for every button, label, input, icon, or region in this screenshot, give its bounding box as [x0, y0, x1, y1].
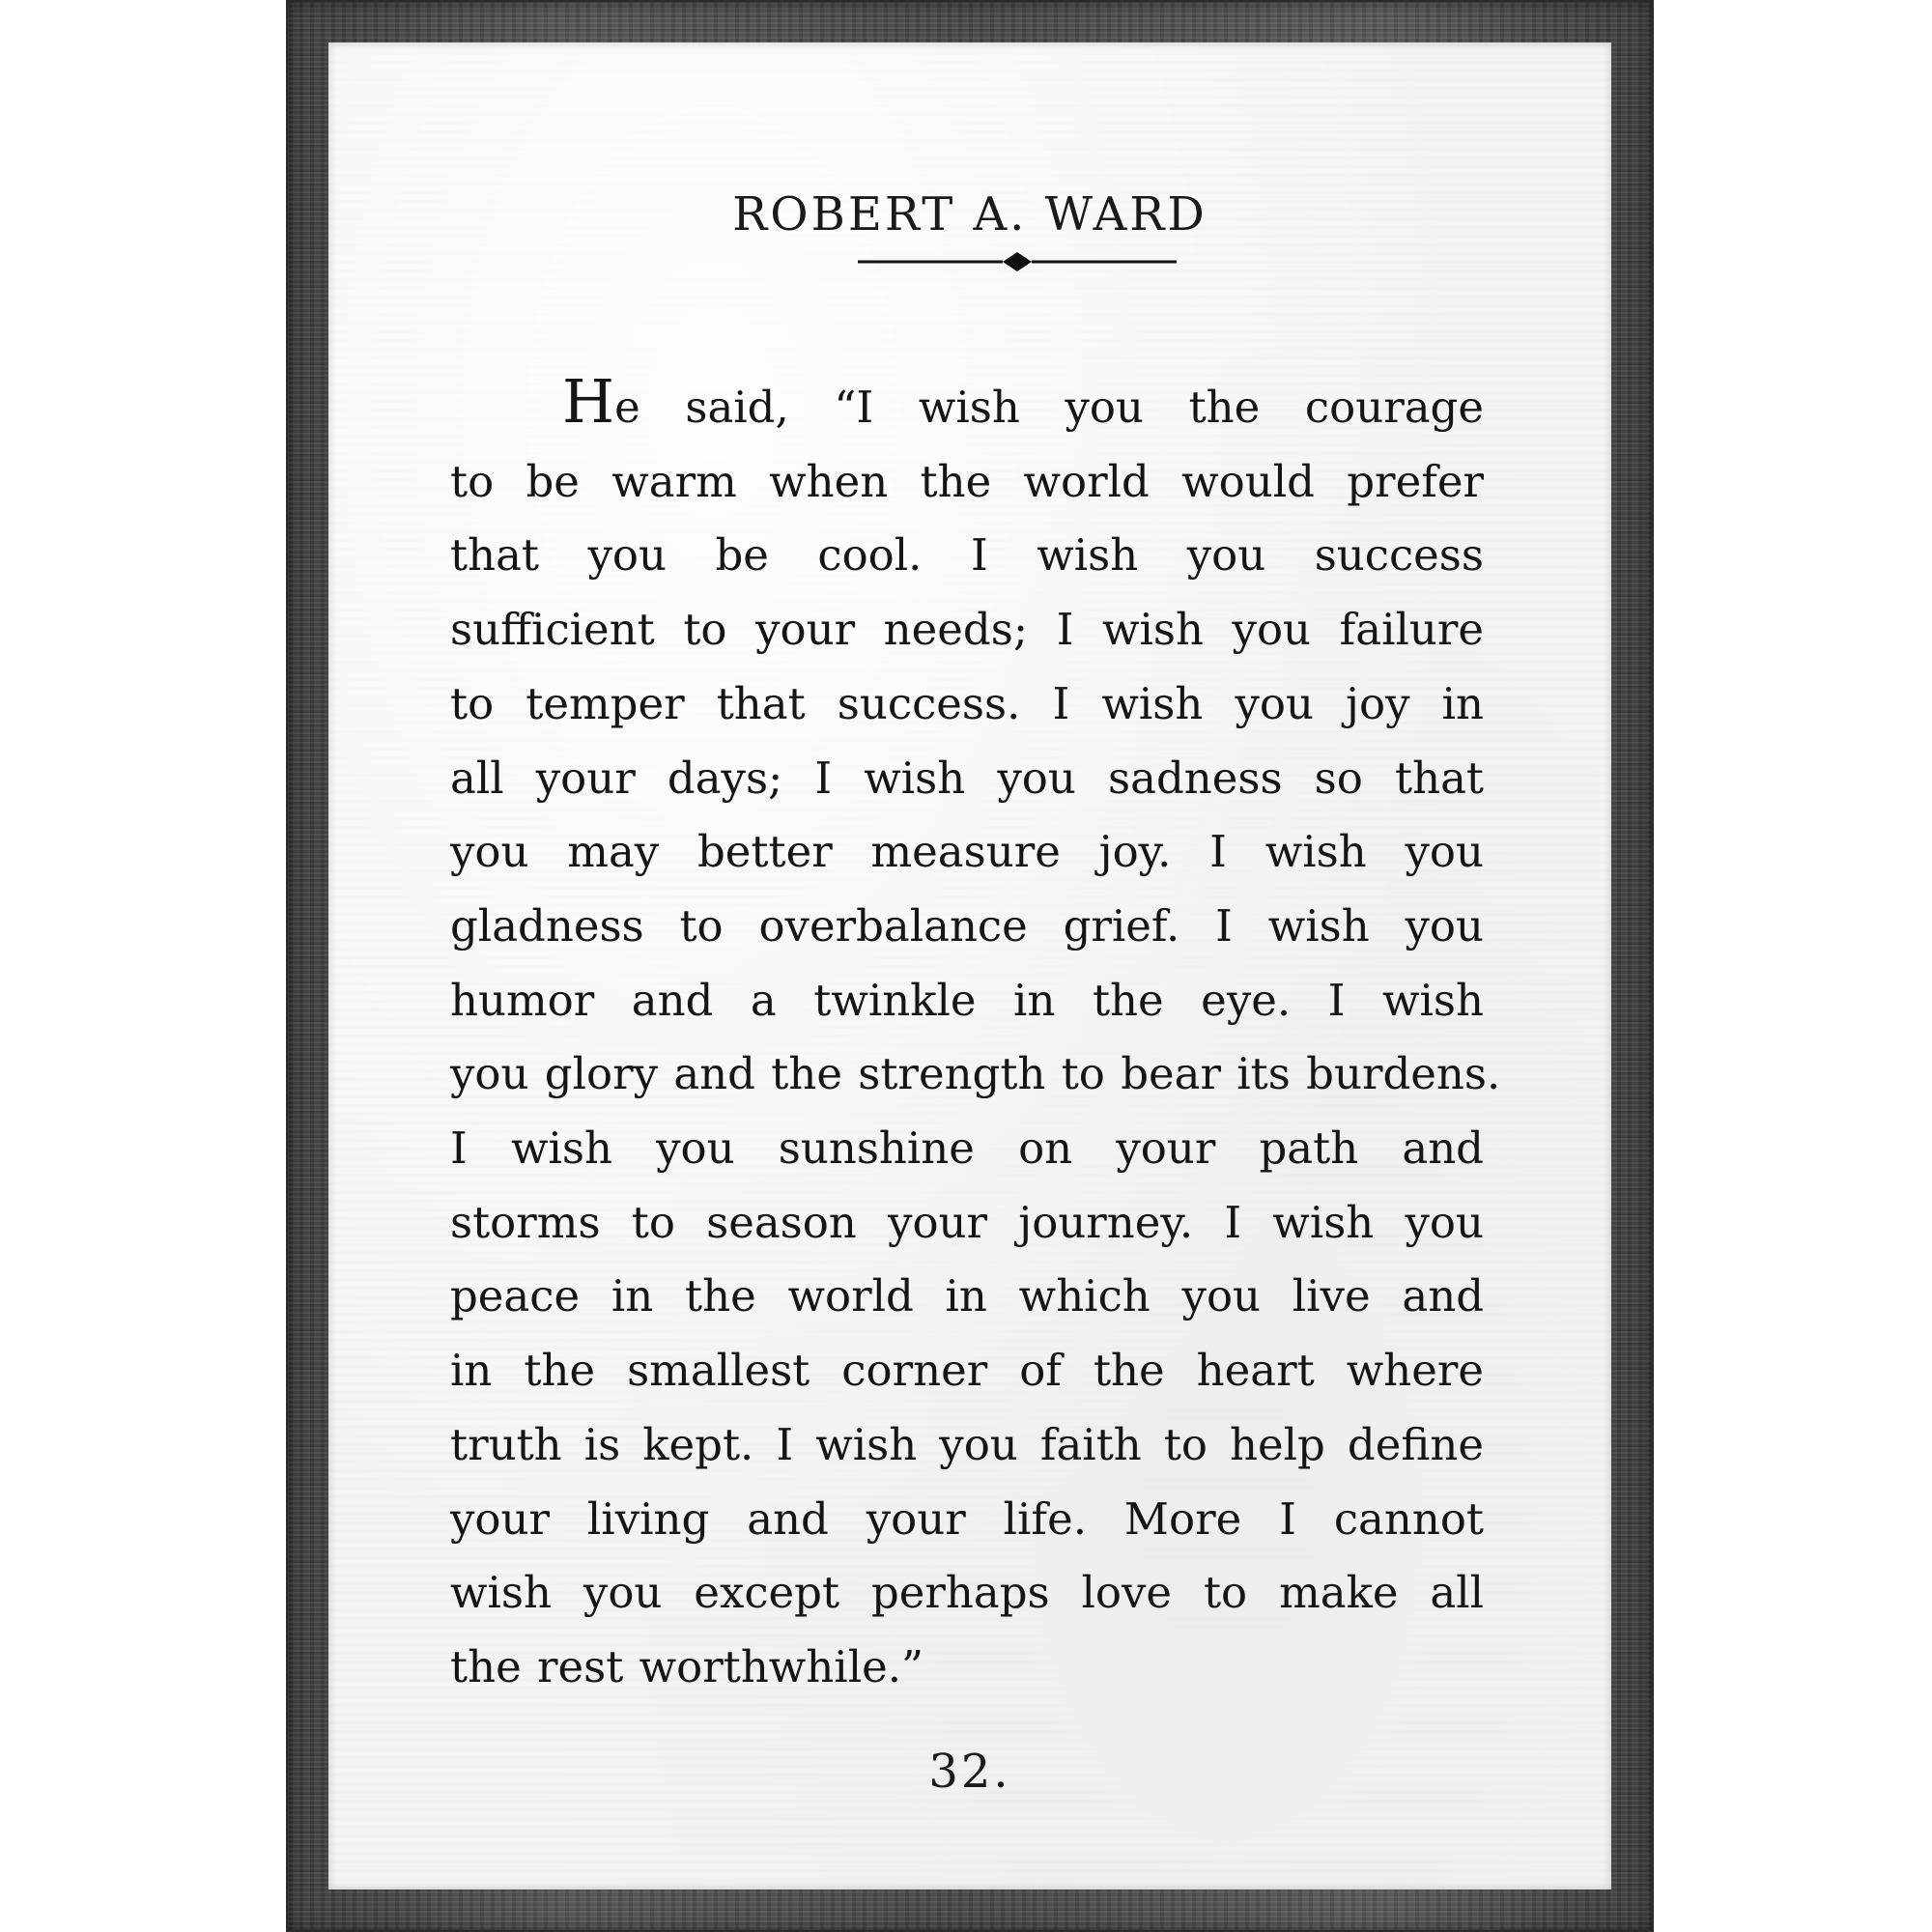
quote-line: truth is kept. I wish you faith to help define: [450, 1418, 1484, 1470]
print-canvas: [328, 43, 1611, 1889]
quote-line: sufficient to your needs; I wish you failure: [450, 604, 1484, 656]
quote-line: humor and a twinkle in the eye. I wish: [450, 974, 1484, 1026]
quote-line: you may better measure joy. I wish you: [450, 826, 1484, 878]
quote-line-text: e said, “I wish you the courage: [614, 382, 1484, 433]
drop-cap: H: [562, 366, 615, 437]
quote-line: I wish you sunshine on your path and: [450, 1122, 1484, 1175]
quote-line: the rest worthwhile.”: [450, 1640, 924, 1692]
quote-line: peace in the world in which you live and: [450, 1270, 1484, 1322]
divider-ornament-icon: [858, 247, 1177, 276]
quote-line: wish you except perhaps love to make all: [450, 1567, 1484, 1619]
quote-line: to be warm when the world would prefer: [450, 455, 1484, 507]
page-number: 32.: [928, 1745, 1011, 1799]
wood-frame: [286, 0, 1654, 1932]
quote-line: gladness to overbalance grief. I wish you: [450, 899, 1484, 952]
quote-line: you glory and the strength to bear its burdens.: [450, 1048, 1501, 1100]
quote-line: to temper that success. I wish you joy in: [450, 677, 1484, 729]
author-name: ROBERT A. WARD: [732, 187, 1208, 242]
quote-line: [450, 366, 1484, 445]
quote-line: all your days; I wish you sadness so that: [450, 752, 1484, 804]
quote-line: in the smallest corner of the heart where: [450, 1345, 1484, 1397]
quote-line: your living and your life. More I cannot: [450, 1492, 1484, 1545]
quote-line: that you be cool. I wish you success: [450, 529, 1484, 582]
quote-line: storms to season your journey. I wish you: [450, 1196, 1484, 1248]
quote-body: [450, 366, 1501, 1705]
